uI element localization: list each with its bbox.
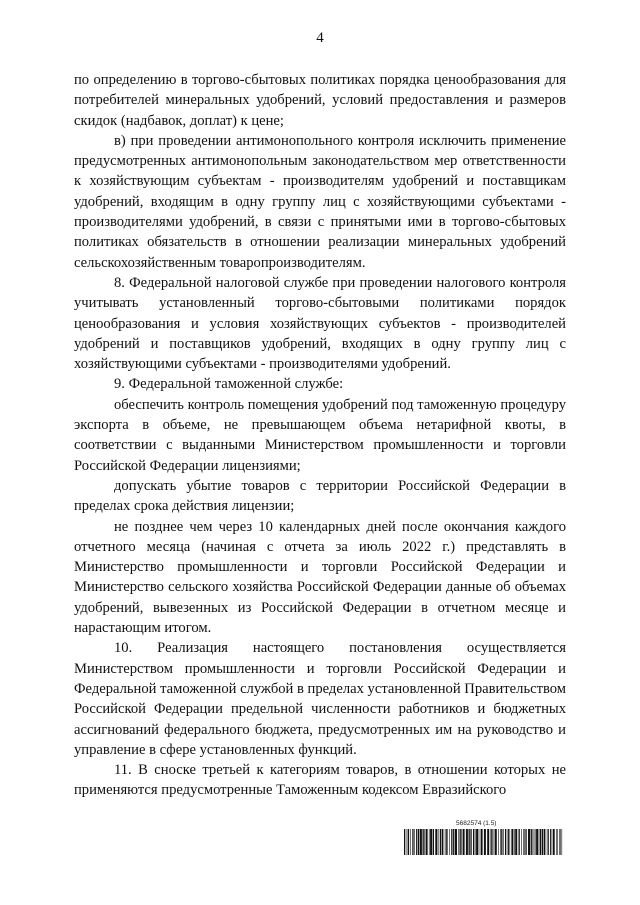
paragraph-item-11: 11. В сноске третьей к категориям товаров, в отношении которых не применяются предусмотренные Таможенным кодексом Евразийского: [74, 762, 566, 799]
paragraph-continuation: по определению в торгово-сбытовых политиках порядка ценообразования для потребителей минеральных удобрений, условий предоставления и размеров скидок (надбавок, доплат) к цене;: [74, 72, 566, 129]
paragraph-item-9-reporting: не позднее чем через 10 календарных дней после окончания каждого отчетного месяца (начиная с отчета за июль 2022 г.) представлять в Министерство промышленности и торговли Российской Федерации и Министерство сельского хозяйства Российской Федерации данные об объемах удобрений, вывезенных из Российской Федерации в отчетном месяце и нарастающим итогом.: [74, 518, 566, 637]
paragraph-item-v: в) при проведении антимонопольного контроля исключить применение предусмотренных антимонопольным законодательством мер ответственности к хозяйствующим субъектам - производителям удобрений и поставщикам удобрений, входящим в одну группу лиц с хозяйствующими субъектами - производителями удобрений, в связи с принятыми ими в торгово-сбытовых политиках обязательств в отношении реализации минеральных удобрений сельскохозяйственным товаропроизводителям.: [74, 132, 566, 271]
paragraph-item-9-export-control: обеспечить контроль помещения удобрений под таможенную процедуру экспорта в объеме, не превышающем объема нетарифной квоты, в соответствии с выданными Министерством промышленности и торговли Российской Федерации лицензиями;: [74, 396, 566, 474]
paragraph-item-9: 9. Федеральной таможенной службе:: [114, 376, 344, 393]
document-barcode: [404, 820, 564, 856]
paragraph-item-8: 8. Федеральной налоговой службе при проведении налогового контроля учитывать установленный торгово-сбытовыми политиками порядок ценообразования и условия хозяйствующих субъектов - производителей удобрений и поставщиков удобрений, входящих в одну группу лиц с хозяйствующими субъектами - производителями удобрений.: [74, 274, 566, 373]
paragraph-item-9-departure: допускать убытие товаров с территории Российской Федерации в пределах срока действия лицензии;: [74, 477, 566, 515]
paragraph-item-10: 10. Реализация настоящего постановления осуществляется Министерством промышленности и торговли Российской Федерации и Федеральной таможенной службой в пределах установленной Правительством Российской Федерации предельной численности работников и бюджетных ассигнований федерального бюджета, предусмотренных им на руководство и управление в сфере установленных функций.: [74, 640, 566, 758]
barcode-id-text: 5682574 (1.5): [456, 820, 497, 827]
document-body: [74, 70, 566, 801]
barcode-icon: [404, 829, 564, 855]
page-number: 4: [316, 30, 324, 46]
